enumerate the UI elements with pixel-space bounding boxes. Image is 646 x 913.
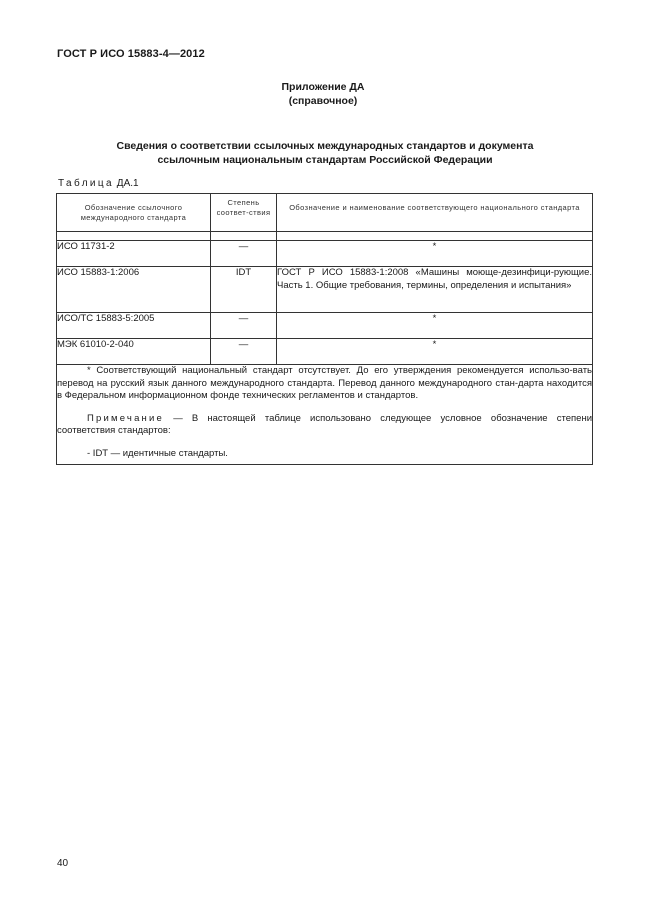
footnote-text: * Соответствующий национальный стандарт отсутствует. До его утверждения рекомендуется использо-вать перевод на русский язык данного международного стандарта. Перевод данного международного стан-дарта находится в Федеральном информационном фонде технических регламентов и стандартов. xyxy=(57,365,592,401)
annex-title: Приложение ДА xyxy=(281,81,365,93)
cell-degree: — xyxy=(211,339,277,365)
cell-national: ГОСТ Р ИСО 15883-1:2008 «Машины моюще-дезинфици-рующие. Часть 1. Общие требования, термины, определения и испытания» xyxy=(277,267,593,313)
annex-heading xyxy=(0,80,646,108)
table-row xyxy=(57,241,593,267)
note-label: Примечание xyxy=(87,412,164,424)
section-title xyxy=(80,139,570,167)
cell-standard: ИСО 11731-2 xyxy=(57,241,211,267)
cell-standard: ИСО 15883-1:2006 xyxy=(57,267,211,313)
note-text: — В настоящей таблице использовано следующее условное обозначение степени соответствия стандартов: xyxy=(57,412,592,436)
section-title-line-2: ссылочным национальным стандартам Российской Федерации xyxy=(157,154,493,166)
header-national-standard: Обозначение и наименование соответствующего национального стандарта xyxy=(277,194,593,232)
page-number: 40 xyxy=(57,858,69,869)
document-code: ГОСТ Р ИСО 15883-4—2012 xyxy=(57,48,205,60)
note-paragraph xyxy=(57,413,592,438)
table-caption-label: Таблица xyxy=(58,178,115,189)
cell-degree: IDT xyxy=(211,267,277,313)
header-degree: Степень соответ-ствия xyxy=(211,194,277,232)
cell-degree: — xyxy=(211,241,277,267)
cell-standard: МЭК 61010-2-040 xyxy=(57,339,211,365)
note-item: - IDT — идентичные стандарты. xyxy=(87,447,228,459)
cell-degree: — xyxy=(211,313,277,339)
table-header-row xyxy=(57,194,593,232)
table-footnote-cell xyxy=(57,365,593,465)
section-title-line-1: Сведения о соответствии ссылочных международных стандартов и документа xyxy=(116,140,534,152)
cell-standard: ИСО/ТС 15883-5:2005 xyxy=(57,313,211,339)
table-row xyxy=(57,267,593,313)
table-footnote-row xyxy=(57,365,593,465)
cell-national: * xyxy=(277,313,593,339)
table-caption xyxy=(58,178,139,189)
table-row xyxy=(57,313,593,339)
cell-national: * xyxy=(277,241,593,267)
header-international-standard: Обозначение ссылочного международного стандарта xyxy=(57,194,211,232)
cell-national: * xyxy=(277,339,593,365)
table-row xyxy=(57,339,593,365)
table-spacer-row xyxy=(57,232,593,241)
table-caption-number: ДА.1 xyxy=(116,178,139,189)
annex-subtitle: (справочное) xyxy=(288,95,358,107)
standards-table xyxy=(56,193,593,465)
